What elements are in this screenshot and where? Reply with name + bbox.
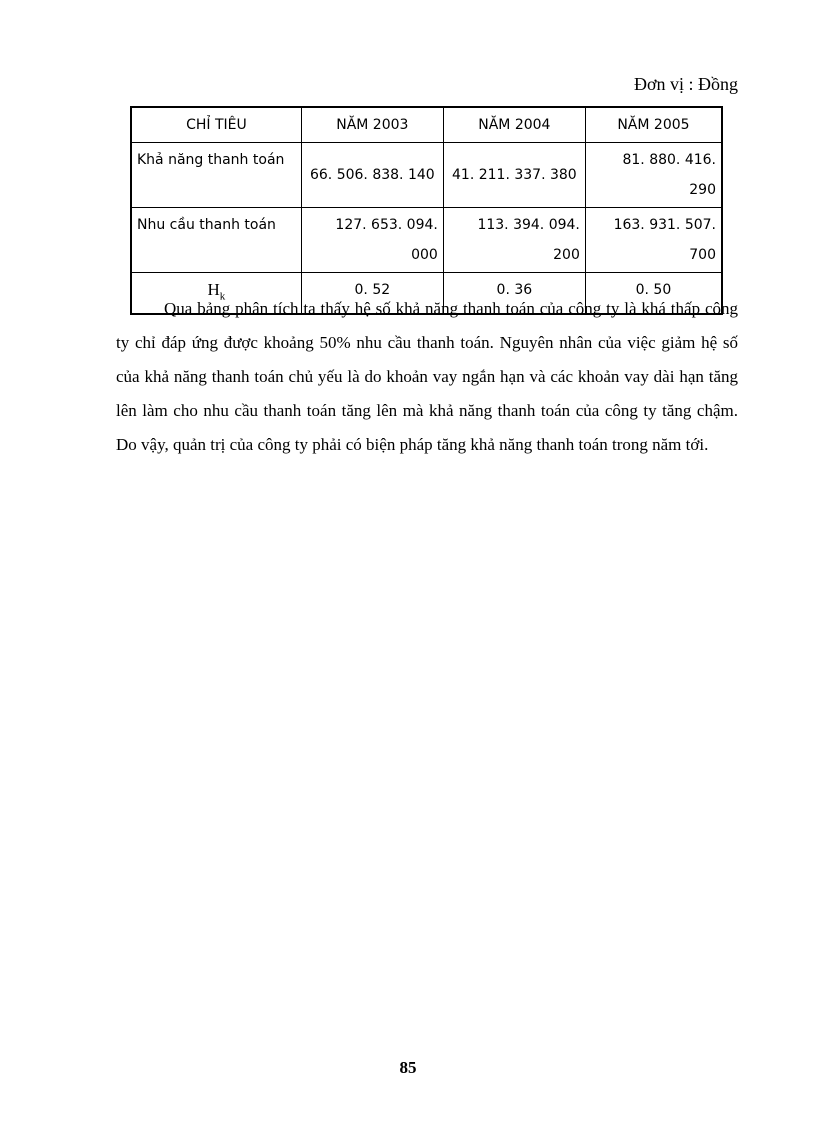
header-2003: NĂM 2003	[301, 107, 443, 143]
header-2004: NĂM 2004	[443, 107, 585, 143]
table-row	[131, 208, 722, 273]
header-indicator: CHỈ TIÊU	[131, 107, 301, 143]
cell-2005: 0. 50	[585, 273, 722, 315]
cell-2004: 41. 211. 337. 380	[443, 143, 585, 208]
row-label: Khả năng thanh toán	[131, 143, 301, 208]
payment-capacity-table	[130, 106, 723, 315]
cell-2004: 113. 394. 094. 200	[443, 208, 585, 273]
header-2005: NĂM 2005	[585, 107, 722, 143]
unit-label: Đơn vị : Đồng	[633, 74, 738, 94]
cell-2003: 0. 52	[301, 273, 443, 315]
page-number: 85	[399, 1058, 417, 1077]
cell-2004: 0. 36	[443, 273, 585, 315]
row-label-hk: $H_k$	[131, 273, 301, 315]
cell-2003: 66. 506. 838. 140	[301, 143, 443, 208]
cell-2003: 127. 653. 094. 000	[301, 208, 443, 273]
cell-2005: 81. 880. 416. 290	[585, 143, 722, 208]
paragraph-text: Qua bảng phân tích ta thấy hệ số khả năng thanh toán của công ty là khá thấp công ty chỉ đáp ứng được khoảng 50% nhu cầu thanh toán. Nguyên nhân của việc giảm hệ số của khả năng thanh toán chủ yếu là do khoản vay ngắn hạn và các khoản vay dài hạn tăng lên làm cho nhu cầu thanh toán tăng lên mà khả năng thanh toán của công ty tăng chậm. Do vậy, quản trị của công ty phải có biện pháp tăng khả năng thanh toán trong năm tới.	[116, 299, 738, 454]
cell-2005: 163. 931. 507. 700	[585, 208, 722, 273]
analysis-paragraph	[116, 292, 738, 462]
table-row	[131, 143, 722, 208]
row-label: Nhu cầu thanh toán	[131, 208, 301, 273]
table-header-row	[131, 107, 722, 143]
